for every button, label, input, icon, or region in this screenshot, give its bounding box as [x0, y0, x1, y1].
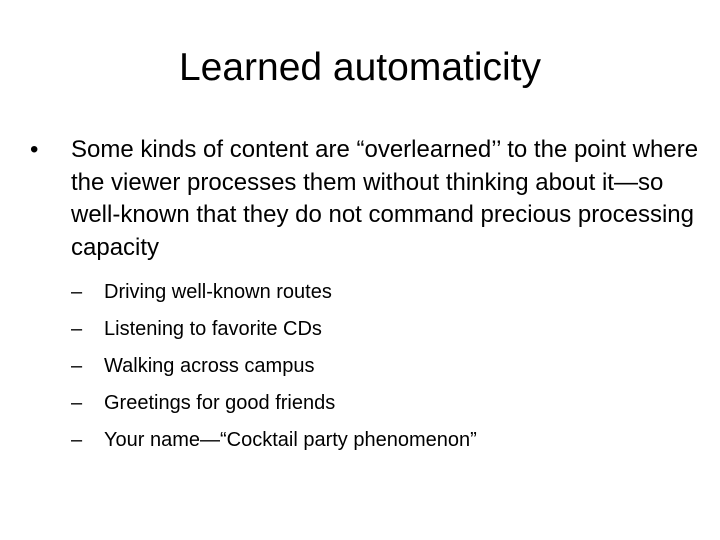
dash-marker: – [71, 355, 83, 377]
sub-bullet-text: Greetings for good friends [104, 392, 336, 414]
sub-bullet-text: Your name—“Cocktail party phenomenon” [104, 429, 477, 451]
dash-marker: – [71, 392, 83, 414]
sub-bullet-item [30, 422, 700, 459]
sub-bullet-item [30, 274, 700, 311]
dash-marker: – [71, 429, 83, 451]
slide-body [30, 134, 700, 459]
sub-bullet-item [30, 348, 700, 385]
dash-marker: – [71, 318, 83, 340]
sub-bullet-item [30, 385, 700, 422]
dash-marker: – [71, 281, 83, 303]
bullet-marker: • [30, 136, 39, 163]
main-bullet [30, 134, 700, 264]
sub-bullet-item [30, 311, 700, 348]
slide-title: Learned automaticity [178, 46, 542, 89]
sub-bullet-text: Driving well-known routes [104, 281, 332, 303]
main-bullet-text: Some kinds of content are “overlearned’’ to the point where the viewer processes them without thinking about it—so well-known that they do not command precious processing capacity [71, 136, 699, 261]
sub-bullet-list [30, 274, 700, 459]
sub-bullet-text: Listening to favorite CDs [104, 318, 322, 340]
sub-bullet-text: Walking across campus [104, 355, 315, 377]
